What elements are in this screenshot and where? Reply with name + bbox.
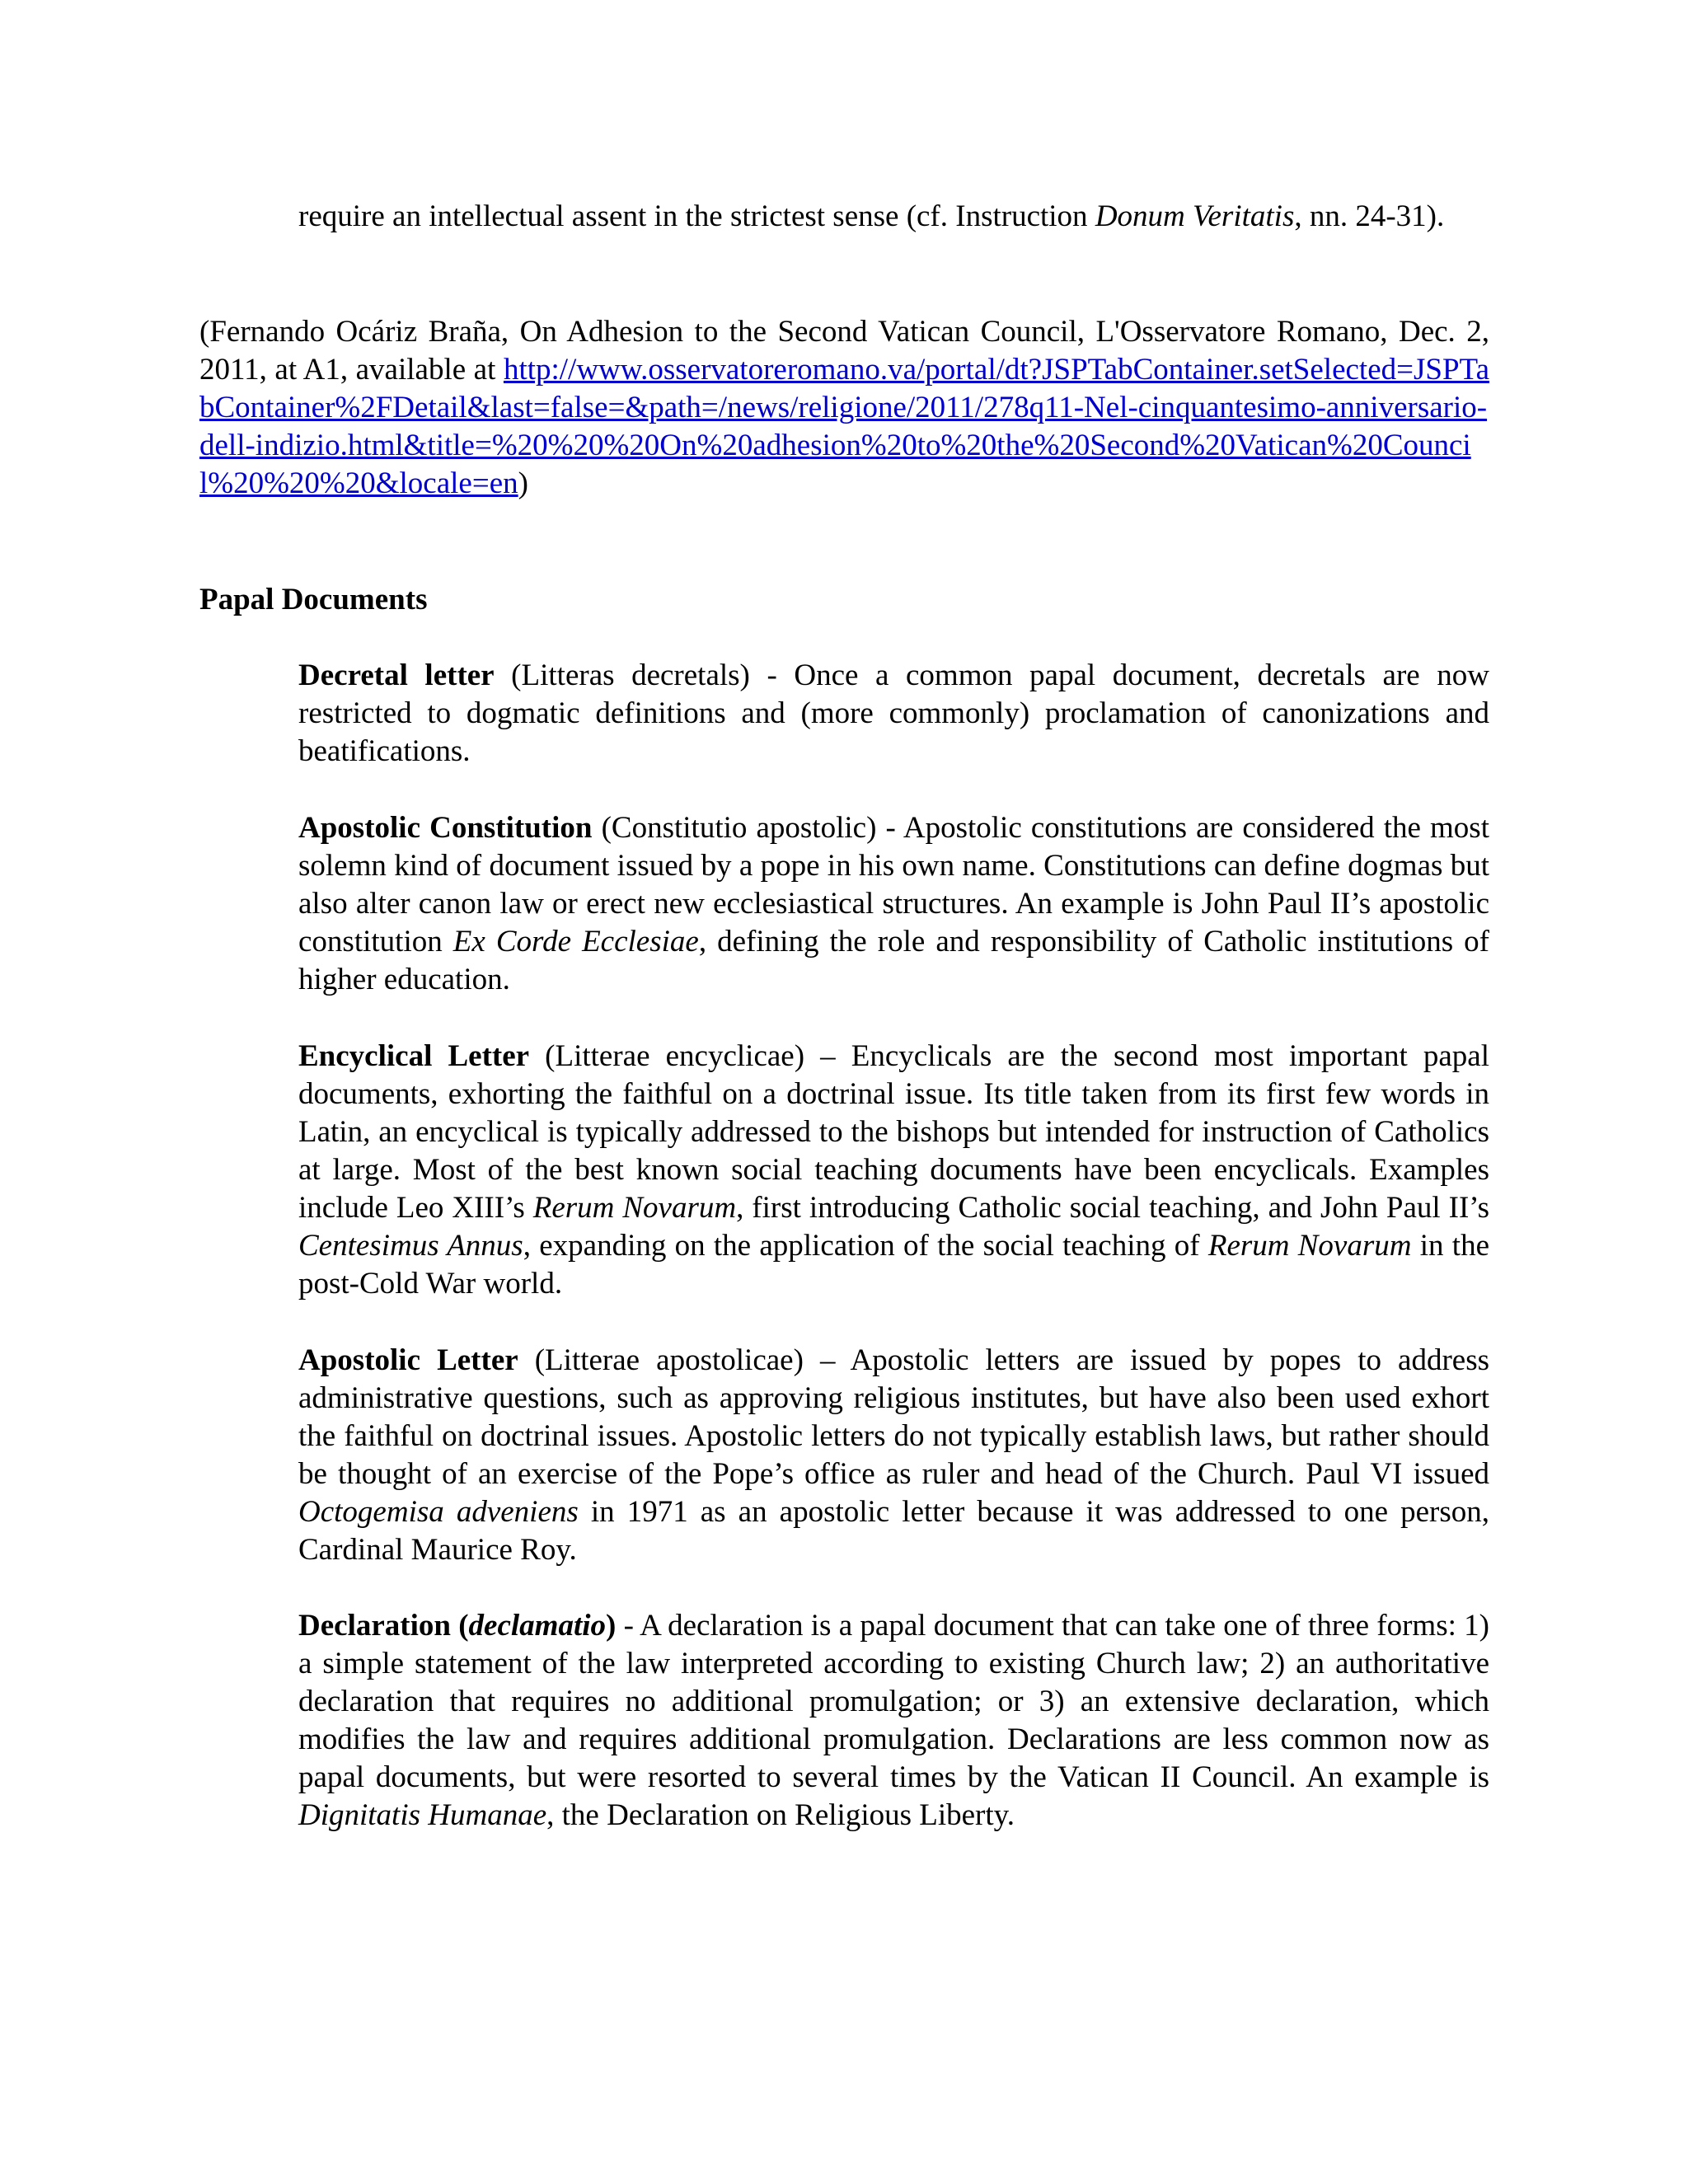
entry-term: Encyclical Letter [298, 1039, 530, 1073]
entry-text: , defining the role and responsibility of Catholic institutions of higher education. [298, 925, 1490, 996]
entry-term: Decretal letter [298, 658, 495, 692]
entry-term-italic: declamatio [468, 1609, 607, 1643]
quote-continuation [298, 198, 1489, 236]
entry-text: (Constitutio apostolic) - Apostolic constitutions are considered the most solemn kind of document issued by a pope in his own name. Constitutions can define dogmas but also alter canon law or erect new ecclesiastical structures. An example is John Paul II’s apostolic constitution [298, 811, 1489, 958]
entry-apostolic-letter [298, 1342, 1489, 1569]
section-heading: Papal Documents [199, 583, 428, 616]
entry-term-close: ) [606, 1609, 617, 1643]
entry-text: , first introducing Catholic social teaching, and John Paul II’s [736, 1191, 1489, 1225]
entry-italic-title: Centesimus Annus [298, 1229, 523, 1263]
entry-term-text: Declaration ( [298, 1609, 469, 1643]
entry-text: (Litterae encyclicae) – Encyclicals are the second most important papal documents, exhorting the faithful on a doctrinal issue. Its title taken from its first few words in Latin, an encyclical is typically addressed to the bishops but intended for instruction of Catholics at large. Most of the best known social teaching documents have been encyclicals. Examples include Leo XIII’s [298, 1039, 1489, 1225]
quote-text-end: , nn. 24-31). [1294, 199, 1445, 233]
entry-italic-title: Ex Corde Ecclesiae [452, 925, 699, 958]
entry-term [298, 1609, 616, 1643]
citation-paragraph [199, 313, 1489, 503]
citation-close: ) [518, 466, 528, 500]
entry-text: in 1971 as an apostolic letter because it was addressed to one person, Cardinal Maurice Roy. [298, 1495, 1489, 1567]
entry-italic-title: Octogemisa adveniens [298, 1495, 579, 1529]
entry-italic-title: Dignitatis Humanae [298, 1798, 547, 1832]
entry-text: , expanding on the application of the social teaching of [523, 1229, 1208, 1263]
entry-apostolic-constitution [298, 809, 1489, 999]
citation-link[interactable]: http://www.osservatoreromano.va/portal/dt?JSPTabContainer.setSelected=JSPTabContainer%2FDetail&last=false=&path=/news/religione/2011/278q11-Nel-cinquantesimo-anniversario-dell-indizio.html&title=%20%20%20On%20adhesion%20to%20the%20Second%20Vatican%20Council%20%20%20&locale=en [199, 353, 1489, 500]
entry-encyclical-letter [298, 1038, 1489, 1303]
citation-text: (Fernando Ocáriz Braña, On Adhesion to the Second Vatican Council, L'Osservatore Romano, Dec. 2, 2011, at A1, available at [199, 315, 1489, 387]
entry-term: Apostolic Constitution [298, 811, 593, 845]
entry-text: - A declaration is a papal document that can take one of three forms: 1) a simple statement of the law interpreted according to existing Church law; 2) an authoritative declaration that requires no additional promulgation; or 3) an extensive declaration, which modifies the law and requires additional promulgation. Declarations are less common now as papal documents, but were resorted to several times by the Vatican II Council. An example is [298, 1609, 1489, 1794]
quote-italic-title: Donum Veritatis [1095, 199, 1295, 233]
entry-italic-title: Rerum Novarum [532, 1191, 737, 1225]
entry-term: Apostolic Letter [298, 1343, 518, 1377]
entry-text: (Litterae apostolicae) – Apostolic letters are issued by popes to address administrative questions, such as approving religious institutes, but have also been used exhort the faithful on doctrinal issues. Apostolic letters do not typically establish laws, but rather should be thought of an exercise of the Pope’s office as ruler and head of the Church. Paul VI issued [298, 1343, 1490, 1491]
entry-text: (Litteras decretals) - Once a common papal document, decretals are now restricted to dogmatic definitions and (more commonly) proclamation of canonizations and beatifications. [298, 658, 1489, 768]
entry-decretal-letter [298, 657, 1489, 771]
entry-declaration [298, 1607, 1489, 1835]
entry-italic-title: Rerum Novarum [1207, 1229, 1412, 1263]
entry-text: in the post-Cold War world. [298, 1229, 1490, 1301]
quote-text: require an intellectual assent in the strictest sense (cf. Instruction [298, 199, 1095, 233]
entry-text: , the Declaration on Religious Liberty. [546, 1798, 1015, 1832]
